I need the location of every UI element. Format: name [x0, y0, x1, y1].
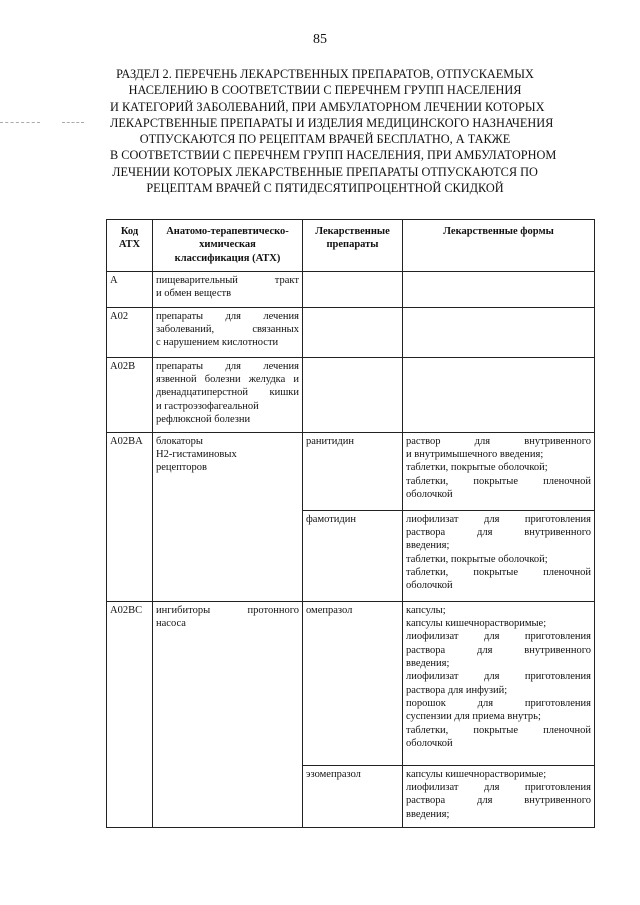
cell-line: оболочкой [406, 489, 453, 501]
cell-line: H2-гистаминовых [156, 449, 237, 461]
header-text: химическая [199, 239, 256, 251]
header-text: классификация (АТХ) [174, 252, 281, 264]
cell-line: рецепторов [156, 462, 207, 474]
cell-line: раствора для внутривенного [406, 795, 591, 807]
heading-line: ОТПУСКАЮТСЯ ПО РЕЦЕПТАМ ВРАЧЕЙ БЕСПЛАТНО, А ТАКЖЕ [139, 132, 511, 147]
heading-line: РЕЦЕПТАМ ВРАЧЕЙ С ПЯТИДЕСЯТИПРОЦЕНТНОЙ СКИДКОЙ [146, 181, 504, 196]
header-text: Код [120, 226, 139, 237]
drug-forms [403, 432, 595, 510]
cell-line: блокаторы [156, 435, 203, 447]
cell-line: язвенной болезни желудка и [156, 374, 299, 386]
page-number: 85 [313, 32, 327, 47]
drug-forms [403, 357, 595, 432]
cell-line: и гастроэзофагеальной [156, 400, 259, 412]
heading-line: В СООТВЕТСТВИИ С ПЕРЕЧНЕМ ГРУПП НАСЕЛЕНИЯ, ПРИ АМБУЛАТОРНОМ [110, 148, 557, 163]
scan-artifact-dash [62, 122, 84, 123]
cell-line: лиофилизат для приготовления [406, 782, 591, 794]
cell-line: таблетки, покрытые пленочной [406, 475, 591, 487]
heading-line: РАЗДЕЛ 2. ПЕРЕЧЕНЬ ЛЕКАРСТВЕННЫХ ПРЕПАРАТОВ, ОТПУСКАЕМЫХ [116, 67, 534, 81]
cell-line: и внутримышечного введения; [406, 449, 544, 461]
cell-line: капсулы кишечнорастворимые; [406, 768, 547, 780]
cell-line: порошок для приготовления [406, 697, 591, 709]
drug-forms [403, 510, 595, 601]
cell-line: введения; [406, 540, 450, 552]
atc-classification [153, 601, 303, 827]
table-row [107, 601, 595, 765]
atc-code: A02BC [107, 601, 153, 827]
cell-line: двенадцатиперстной кишки [156, 387, 299, 399]
atc-code: A02BA [107, 432, 153, 601]
cell-line: суспензии для приема внутрь; [406, 711, 541, 723]
heading-line: ЛЕКАРСТВЕННЫЕ ПРЕПАРАТЫ И ИЗДЕЛИЯ МЕДИЦИНСКОГО НАЗНАЧЕНИЯ [110, 115, 554, 130]
atc-code: A [107, 271, 153, 307]
cell-line: заболеваний, связанных [156, 324, 299, 336]
drug-name: эзомепразол [303, 765, 403, 827]
cell-line: насоса [156, 618, 186, 630]
cell-line: введения; [406, 808, 450, 820]
cell-line: препараты для лечения [156, 310, 299, 322]
drug-forms [403, 307, 595, 357]
table-row [107, 432, 595, 510]
drug-name [303, 307, 403, 357]
cell-line: оболочкой [406, 580, 453, 592]
cell-line: с нарушением кислотности [156, 337, 279, 349]
cell-line: пищеварительный тракт [156, 274, 299, 286]
header-text: АТХ [118, 239, 141, 251]
drug-name: ранитидин [303, 432, 403, 510]
header-forms [403, 220, 595, 272]
heading-line: И КАТЕГОРИЙ ЗАБОЛЕВАНИЙ, ПРИ АМБУЛАТОРНОМ ЛЕЧЕНИИ КОТОРЫХ [110, 99, 545, 114]
cell-line: лиофилизат для приготовления [406, 631, 591, 643]
cell-line: капсулы кишечнорастворимые; [406, 618, 547, 630]
cell-line: лиофилизат для приготовления [406, 513, 591, 525]
drug-forms [403, 601, 595, 765]
cell-line: капсулы; [406, 604, 446, 616]
header-text: Лекарственные [315, 226, 390, 237]
drug-forms [403, 271, 595, 307]
drug-name: омепразол [303, 601, 403, 765]
cell-line: раствора для инфузий; [406, 684, 508, 696]
header-classification [153, 220, 303, 272]
cell-line: раствора для внутривенного [406, 644, 591, 656]
section-heading [110, 66, 557, 196]
cell-line: ингибиторы протонного [156, 604, 299, 616]
drug-name: фамотидин [303, 510, 403, 601]
scan-artifact-dash [0, 122, 40, 123]
atc-classification [153, 271, 303, 307]
atc-code: A02 [107, 307, 153, 357]
header-code [107, 220, 153, 272]
atc-code: A02B [107, 357, 153, 432]
heading-line: НАСЕЛЕНИЮ В СООТВЕТСТВИИ С ПЕРЕЧНЕМ ГРУПП НАСЕЛЕНИЯ [128, 83, 522, 98]
cell-line: таблетки, покрытые оболочкой; [406, 553, 548, 565]
header-drugs [303, 220, 403, 272]
cell-line: таблетки, покрытые пленочной [406, 567, 591, 579]
atc-classification [153, 432, 303, 601]
drug-table [106, 219, 595, 828]
cell-line: лиофилизат для приготовления [406, 671, 591, 683]
drug-forms [403, 765, 595, 827]
cell-line: оболочкой [406, 737, 453, 749]
table-row [107, 271, 595, 307]
cell-line: таблетки, покрытые пленочной [406, 724, 591, 736]
cell-line: и обмен веществ [156, 288, 232, 300]
cell-line: раствор для внутривенного [406, 435, 591, 447]
cell-line: рефлюксной болезни [156, 414, 251, 426]
cell-line: раствора для внутривенного [406, 527, 591, 539]
header-text: Лекарственные формы [443, 226, 554, 237]
drug-name [303, 357, 403, 432]
heading-line: ЛЕЧЕНИИ КОТОРЫХ ЛЕКАРСТВЕННЫЕ ПРЕПАРАТЫ ОТПУСКАЮТСЯ ПО [112, 164, 538, 179]
drug-name [303, 271, 403, 307]
header-text: препараты [326, 239, 379, 251]
table-header-row [107, 220, 595, 272]
cell-line: препараты для лечения [156, 360, 299, 372]
atc-classification [153, 307, 303, 357]
header-text: Анатомо-терапевтическо- [166, 226, 289, 237]
table-row [107, 307, 595, 357]
table-row [107, 357, 595, 432]
cell-line: введения; [406, 658, 450, 670]
atc-classification [153, 357, 303, 432]
cell-line: таблетки, покрытые оболочкой; [406, 462, 548, 474]
